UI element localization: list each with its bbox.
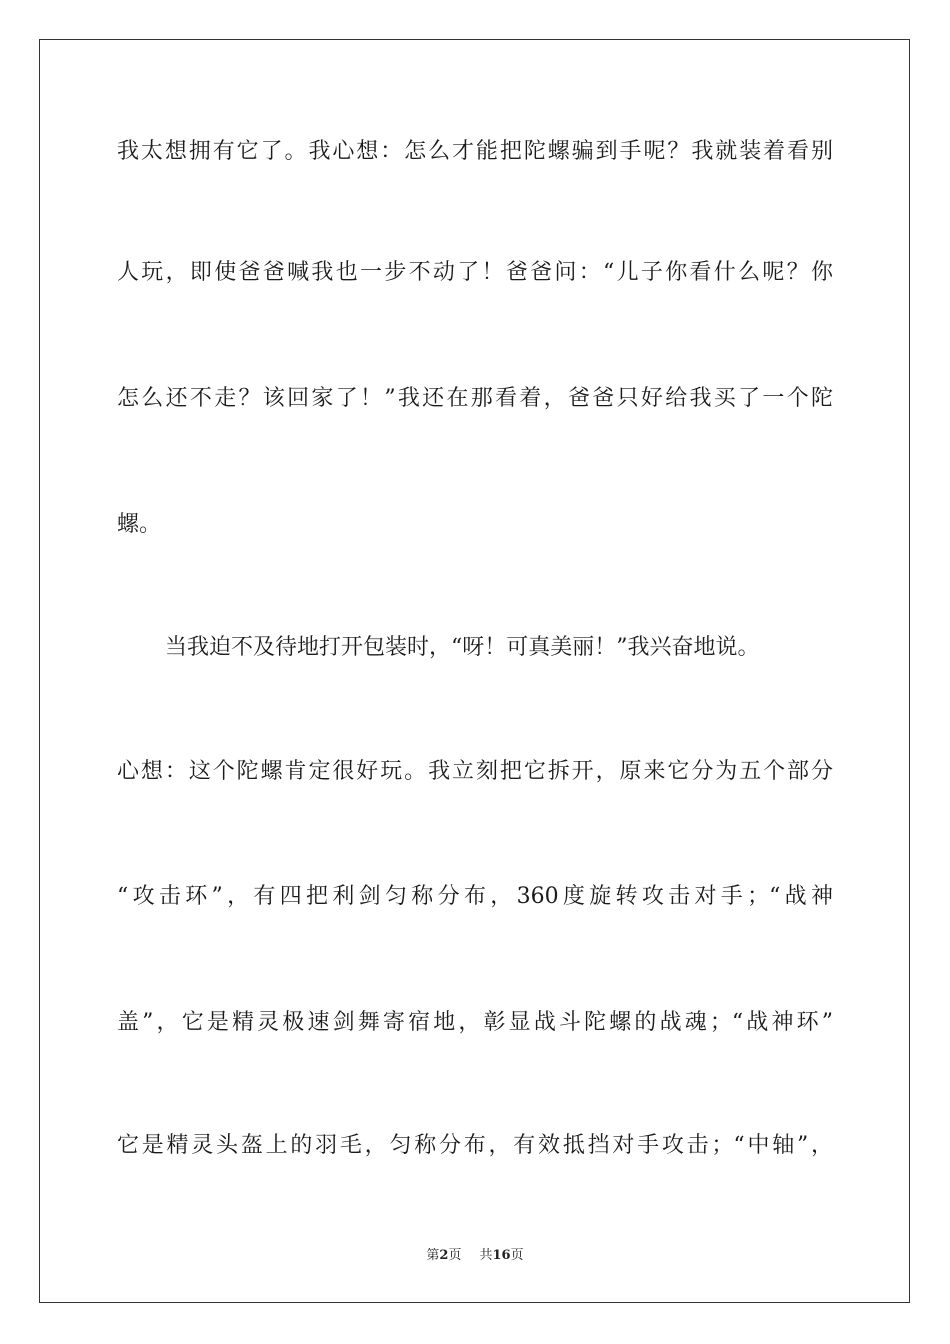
text-line-3: 怎么还不走？该回家了！”我还在那看着，爸爸只好给我买了一个陀: [117, 386, 833, 411]
page-prefix: 第: [426, 1248, 440, 1263]
page-frame: [39, 39, 910, 1303]
text-line-9: 它是精灵头盔上的羽毛，匀称分布，有效抵挡对手攻击；“中轴”，: [117, 1133, 833, 1158]
page-suffix: 页: [448, 1248, 462, 1263]
text-line-6: 心想：这个陀螺肯定很好玩。我立刻把它拆开，原来它分为五个部分: [117, 759, 833, 784]
text-line-2: 人玩，即使爸爸喊我也一步不动了！爸爸问：“儿子你看什么呢？你: [117, 260, 833, 285]
total-prefix: 共: [479, 1248, 493, 1263]
text-line-4: 螺。: [117, 512, 162, 537]
total-suffix: 页: [510, 1248, 524, 1263]
text-line-5: 当我迫不及待地打开包装时，“呀！可真美丽！”我兴奋地说。: [165, 635, 760, 660]
text-line-1: 我太想拥有它了。我心想：怎么才能把陀螺骗到手呢？我就装着看别: [117, 139, 833, 164]
text-line-7: “攻击环”，有四把利剑匀称分布，360度旋转攻击对手；“战神: [117, 884, 833, 909]
total-pages: 16: [492, 1248, 511, 1263]
page-footer: [0, 1247, 950, 1265]
page-number: 2: [439, 1248, 449, 1263]
text-line-8: 盖”，它是精灵极速剑舞寄宿地，彰显战斗陀螺的战魂；“战神环”: [117, 1010, 833, 1035]
